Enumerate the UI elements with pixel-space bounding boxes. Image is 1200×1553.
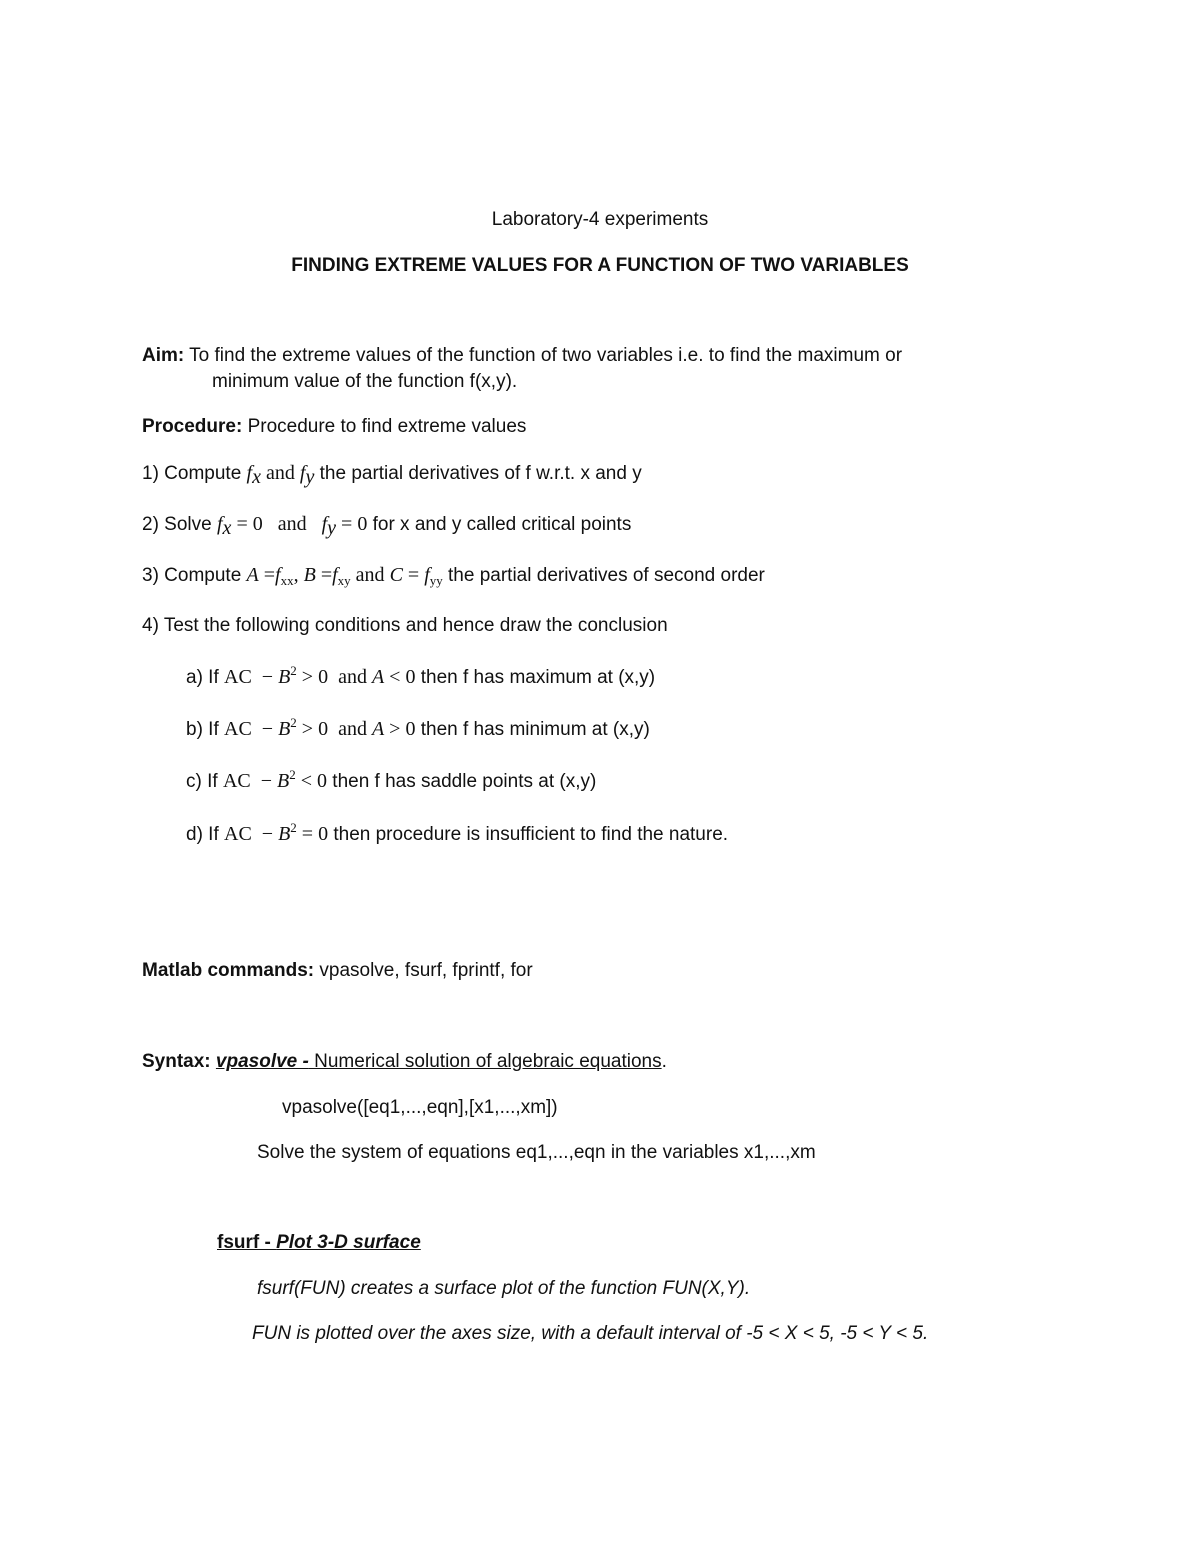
step-2-prefix: 2) Solve — [142, 514, 217, 535]
vpasolve-period: . — [661, 1051, 667, 1072]
lab-title: Laboratory-4 experiments — [491, 209, 709, 230]
condition-c-prefix: c) If — [186, 771, 223, 792]
syntax-heading — [142, 1050, 667, 1074]
step-1-suffix: the partial derivatives of f w.r.t. x and y — [314, 463, 642, 484]
condition-a — [186, 665, 655, 690]
condition-d-prefix: d) If — [186, 824, 225, 845]
step-1-prefix: 1) Compute — [142, 463, 247, 484]
fsurf-line-2: FUN is plotted over the axes size, with a default interval of -5 < X < 5, -5 < Y < 5. — [252, 1323, 929, 1344]
condition-d-suffix: then procedure is insufficient to find the nature. — [328, 824, 729, 845]
step-2 — [142, 512, 631, 537]
condition-a-prefix: a) If — [186, 667, 225, 688]
condition-b — [186, 717, 650, 742]
fsurf-line-1: fsurf(FUN) creates a surface plot of the function FUN(X,Y). — [257, 1278, 751, 1299]
condition-d-formula: AC − $B^2 = 0$ — [224, 820, 329, 845]
matlab-label: Matlab commands: — [142, 960, 315, 981]
step-1-formula: $f_x$ and $f_y$ — [246, 462, 315, 488]
fsurf-name: fsurf - — [217, 1232, 277, 1253]
condition-b-prefix: b) If — [186, 719, 225, 740]
vpasolve-explain: Solve the system of equations eq1,...,eqn in the variables x1,...,xm — [257, 1142, 816, 1163]
document-title: FINDING EXTREME VALUES FOR A FUNCTION OF TWO VARIABLES — [291, 255, 909, 276]
step-3-suffix: the partial derivatives of second order — [442, 565, 765, 586]
procedure-heading — [142, 415, 526, 439]
condition-c-formula: AC − $B^2 < 0$ — [222, 767, 328, 792]
step-3-prefix: 3) Compute — [142, 565, 247, 586]
condition-a-suffix: then f has maximum at (x,y) — [415, 667, 656, 688]
condition-c-suffix: then f has saddle points at (x,y) — [327, 771, 597, 792]
aim-label: Aim: — [142, 345, 185, 366]
condition-b-formula: AC − $B^2 > 0$ and A > 0 — [224, 715, 416, 740]
condition-c — [186, 769, 596, 794]
step-4: 4) Test the following conditions and hence draw the conclusion — [142, 615, 668, 636]
fsurf-title: Plot 3-D surface — [276, 1232, 421, 1253]
aim-line-2: minimum value of the function f(x,y). — [212, 371, 518, 392]
step-3 — [142, 563, 765, 588]
step-2-suffix: for x and y called critical points — [367, 514, 632, 535]
step-2-formula: $f_x = 0$ and $f_y = 0$ — [216, 513, 368, 539]
vpasolve-description: Numerical solution of algebraic equations — [308, 1051, 662, 1072]
condition-b-suffix: then f has minimum at (x,y) — [415, 719, 650, 740]
condition-d — [186, 822, 728, 847]
matlab-text: vpasolve, fsurf, fprintf, for — [314, 960, 533, 981]
condition-a-formula: AC − $B^2 > 0$ and A < 0 — [224, 663, 416, 688]
matlab-commands — [142, 959, 533, 983]
fsurf-heading — [217, 1231, 421, 1255]
aim-line-1 — [142, 344, 902, 368]
procedure-label: Procedure: — [142, 416, 243, 437]
vpasolve-call: vpasolve([eq1,...,eqn],[x1,...,xm]) — [282, 1097, 558, 1118]
step-1 — [142, 461, 642, 486]
aim-text: To find the extreme values of the function of two variables i.e. to find the maximum or — [184, 345, 903, 366]
syntax-label: Syntax: — [142, 1051, 211, 1072]
vpasolve-name: vpasolve - — [215, 1051, 309, 1072]
step-3-formula: $A =f_{xx}$, $B =f_{xy}$ and $C = f_{yy}$ — [246, 564, 443, 588]
procedure-text: Procedure to find extreme values — [242, 416, 527, 437]
